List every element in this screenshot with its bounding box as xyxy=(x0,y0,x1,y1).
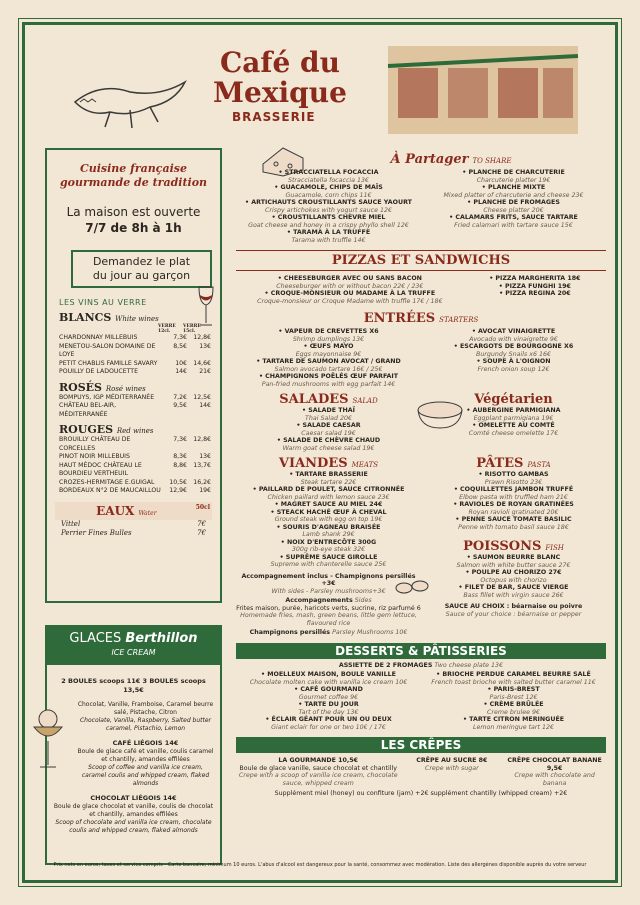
menu-item-name: • FILET DE BAR, SAUCE VIERGE xyxy=(458,584,569,591)
ice-cream-scoops xyxy=(47,677,220,695)
water-cell: Vittel xyxy=(61,519,81,528)
menu-item-desc: Elbow pasta with truffled ham 21€ xyxy=(459,493,568,501)
menu-item xyxy=(421,584,606,599)
menu-item-name: • COQUILLETTES JAMBON TRUFFÉ xyxy=(453,486,574,493)
menu-item xyxy=(236,501,421,509)
menu-item xyxy=(236,539,421,554)
crepes-supplement: Supplément miel (honey) ou confiture (jam) +2€ supplément chantilly (whipped cream) +2€ xyxy=(274,790,568,797)
wine-cell: CHARDONNAY MILLEBUIS xyxy=(59,334,138,341)
menu-item-desc: Cheeseburger with or without bacon 22€ / 23€ xyxy=(276,282,424,290)
menu-item-desc: Chocolate molten cake with vanilla ice cream 10€ xyxy=(249,678,408,686)
wine-cell: 9,5€ xyxy=(173,402,187,409)
menu-item xyxy=(421,343,606,358)
menu-item xyxy=(236,471,421,486)
share-left-list xyxy=(236,169,421,244)
sauce-choice: SAUCE AU CHOIX : béarnaise ou poivre xyxy=(444,603,583,610)
ice-cream-subtitle: ICE CREAM xyxy=(111,648,156,657)
pasta-heading: PÂTES PASTA xyxy=(476,456,551,471)
menu-item-name: • PIZZA REGINA 20€ xyxy=(499,290,571,297)
menu-item xyxy=(236,328,421,343)
menu-item-name: • CRÈME BRÛLÉE xyxy=(483,701,544,708)
crocodile-illustration xyxy=(70,62,190,142)
menu-item-name: • ESCARGOTS DE BOURGOGNE X6 xyxy=(453,343,574,350)
menu-item xyxy=(421,184,606,199)
menu-item-name: • CAFÉ GOURMAND xyxy=(294,686,363,693)
pizzas-left-list xyxy=(236,275,464,305)
crepe-sucre: CRÊPE AU SUCRE 8€ xyxy=(416,757,488,764)
menu-item-name: • RAVIOLES DE ROYAN GRATINÉES xyxy=(453,501,574,508)
menu-item-desc: Royan ravioli gratinated 20€ xyxy=(468,508,559,516)
water-row xyxy=(61,529,206,538)
wine-cell: 13€ xyxy=(199,342,211,350)
wine-cell: 10€ xyxy=(175,359,187,367)
wine-row xyxy=(59,343,211,360)
menu-item-desc: Lamb shank 29€ xyxy=(302,531,355,538)
menu-item-desc: Charcuterie platter 19€ xyxy=(476,176,551,184)
rose-wines-heading: ROSÉS Rosé wines xyxy=(59,380,146,394)
wine-glass-icon xyxy=(196,285,216,330)
cheese-plate: ASSIETTE DE 2 FROMAGES xyxy=(338,661,433,669)
wine-row xyxy=(59,360,211,369)
wine-cell: BORDEAUX N°2 DE MAUCAILLOU xyxy=(59,487,161,494)
menu-item-desc: Ground steak with egg on top 19€ xyxy=(274,516,383,523)
menu-item-name: • MOELLEUX MAISON, BOULE VANILLE xyxy=(261,671,396,678)
white-wines-heading: BLANCS White wines VERRE 12cl. VERRE 15cl. xyxy=(59,311,220,324)
wine-cell: 10,5€ xyxy=(169,478,187,486)
menu-item xyxy=(421,671,606,686)
menu-item xyxy=(236,509,421,524)
menu-item-name: • CROUSTILLANTS CHÈVRE MIEL xyxy=(271,214,386,221)
menu-item xyxy=(464,275,606,283)
menu-item-name: • CHEESEBURGER AVEC OU SANS BACON xyxy=(277,275,422,282)
menu-item xyxy=(236,671,421,686)
menu-item-name: • OMELETTE AU COMTÉ xyxy=(472,422,555,429)
tagline-line2: gourmande de tradition xyxy=(59,176,208,189)
sides-included: Accompagnement inclus - Champignons persillés +3€ xyxy=(241,572,416,587)
sides-list: Frites maison, purée, haricots verts, sucrine, riz parfumé 6 xyxy=(236,604,421,612)
wine-cell: 14,6€ xyxy=(193,359,211,367)
wine-cell: 12,8€ xyxy=(193,436,211,443)
menu-item-desc: Guacamole, corn chips 11€ xyxy=(285,191,372,199)
cafe-liegeois: CAFÉ LIÉGOIS 14€ xyxy=(112,739,179,747)
wine-cell: 7,3€ xyxy=(173,436,187,443)
menu-item-desc: Avocado with vinaigrette 9€ xyxy=(469,335,558,343)
wine-cell: 8,8€ xyxy=(173,461,187,469)
red-wines-heading: ROUGES Red wines xyxy=(59,423,154,436)
onion-soup-illustration xyxy=(410,398,470,432)
menu-item-desc: Shrimp dumplings 13€ xyxy=(292,335,365,343)
menu-item-desc: Stracciatella focaccia 13€ xyxy=(287,176,370,184)
menu-item-name: • STEACK HACHÉ ŒUF À CHEVAL xyxy=(270,508,387,516)
menu-item xyxy=(421,358,606,373)
sides-included-en: With sides - Parsley mushrooms+3€ xyxy=(271,587,386,595)
crepes-heading: LES CRÊPES xyxy=(236,737,606,753)
fish-heading: POISSONS FISH xyxy=(463,539,564,554)
ice-cream-header xyxy=(47,627,220,665)
restaurant-title xyxy=(190,48,370,108)
menu-item xyxy=(236,358,421,373)
chocolat-liegeois: CHOCOLAT LIÉGOIS 14€ xyxy=(90,794,177,802)
wine-cell: CHÂTEAU BEL-AIR, MÉDITERRANÉE xyxy=(59,402,117,418)
water-list xyxy=(47,520,220,538)
glass-15cl-header: VERRE 15cl. xyxy=(183,324,201,334)
dish-of-day-line2: du jour au garçon xyxy=(92,269,191,282)
menu-item xyxy=(421,554,606,569)
menu-item-desc: Cheese platter 20€ xyxy=(483,206,544,214)
title-line1: Café du xyxy=(220,46,340,79)
sauce-choice-en: Sauce of your choice : béarnaise or pepper xyxy=(445,610,582,618)
menu-item-desc: Warm goat cheese salad 19€ xyxy=(282,444,375,452)
wine-cell: 8,3€ xyxy=(173,453,187,460)
menu-item xyxy=(236,229,421,244)
meats-heading: VIANDES MEATS xyxy=(278,456,379,471)
menu-item-desc: Salmon with white butter sauce 27€ xyxy=(456,561,571,569)
cafe-facade-illustration xyxy=(378,38,588,138)
pizzas-right-list xyxy=(464,275,606,305)
parsley-mushrooms-en: Parsley Mushrooms 10€ xyxy=(332,629,408,636)
menu-item-name: • PIZZA FUNGHI 19€ xyxy=(498,282,571,290)
salads-heading: SALADES SALAD xyxy=(279,392,378,407)
glass-12cl-header: VERRE 12cl. xyxy=(158,324,176,334)
menu-item-desc: Prawn Risotto 23€ xyxy=(484,478,543,486)
wine-cell: 7,2€ xyxy=(173,393,187,401)
menu-item xyxy=(236,554,421,569)
menu-item xyxy=(464,283,606,291)
cafe-liegeois-en: Scoop of coffee and vanilla ice cream, caramel coulis and whipped cream, flaked almonds xyxy=(81,764,210,787)
menu-item xyxy=(236,686,421,701)
cafe-liegeois-desc: Boule de glace café et vanille, coulis caramel et chantilly, amandes effilées xyxy=(77,748,214,763)
brasserie-label: BRASSERIE xyxy=(232,110,316,124)
menu-item-name: • RISOTTO GAMBAS xyxy=(478,471,549,478)
menu-item-name: • TARTARE DE SAUMON AVOCAT / GRAND xyxy=(256,358,401,365)
water-cell: Perrier Fines Bulles xyxy=(61,528,132,537)
ice-cream-panel xyxy=(45,625,222,865)
parsley-mushrooms: Champignons persillés xyxy=(249,629,331,636)
wine-cell: 8,5€ xyxy=(173,342,187,350)
menu-item-name: • AUBERGINE PARMIGIANA xyxy=(466,407,561,414)
crepe-gourmande: LA GOURMANDE 10,5€ xyxy=(278,757,359,764)
menu-item-desc: Chicken paillard with lemon sauce 23€ xyxy=(267,493,390,501)
menu-item-desc: Fried calamari with tartare sauce 15€ xyxy=(454,221,573,229)
menu-item-name: • TARTE CITRON MERINGUÉE xyxy=(462,716,565,723)
menu-item-name: • PENNE SAUCE TOMATE BASILIC xyxy=(455,516,572,523)
menu-item xyxy=(236,422,421,437)
menu-item-desc: Thai Salad 20€ xyxy=(305,414,352,422)
crepe-chocolat-banane-en: Crepe with chocolate and banana xyxy=(514,772,595,787)
menu-item-desc: Croque-monsieur or Croque Madame with truffle 17€ / 18€ xyxy=(257,297,443,305)
pasta-list xyxy=(421,471,606,531)
chocolat-liegeois-desc: Boule de glace chocolat et vanille, coulis de chocolat et chantilly, amandes effilées xyxy=(53,803,214,818)
crepe-chocolat-banane: CRÊPE CHOCOLAT BANANE 9,5€ xyxy=(507,757,602,772)
menu-item-desc: Mixed platter of charcuterie and cheese 23€ xyxy=(443,191,584,199)
scoops-prices: 2 BOULES scoops 11€ 3 BOULES scoops 13,5€ xyxy=(61,677,206,694)
menu-item xyxy=(421,214,606,229)
menu-item-name: • SOURIS D'AGNEAU BRAISÉE xyxy=(276,523,381,531)
water-row xyxy=(61,520,206,529)
desserts-right-list xyxy=(421,671,606,731)
menu-item-desc: Pan-fried mushrooms with egg parfait 14€ xyxy=(261,380,396,388)
menu-item-desc: Crispy artichokes with yogurt sauce 12€ xyxy=(265,206,392,214)
menu-item xyxy=(421,716,606,731)
rose-wines-list xyxy=(47,394,220,420)
menu-item xyxy=(236,184,421,199)
menu-item-name: • SAUMON BEURRE BLANC xyxy=(466,554,561,561)
red-wines-list xyxy=(47,436,220,496)
menu-item xyxy=(421,569,606,584)
menu-item-name: • AVOCAT VINAIGRETTE xyxy=(471,328,556,335)
menu-item-desc: Bass fillet with virgin sauce 26€ xyxy=(463,591,564,599)
menu-item-desc: Lemon meringue tart 12€ xyxy=(473,723,554,731)
menu-item-desc: French onion soup 12€ xyxy=(477,365,550,373)
menu-item-desc: Eggplant parmigiana 19€ xyxy=(473,414,554,422)
wine-cell: 13,7€ xyxy=(193,461,211,469)
dish-of-day-line1: Demandez le plat xyxy=(92,255,191,268)
menu-item-desc: Paris-Brest 12€ xyxy=(489,693,538,701)
starters-left-list xyxy=(236,328,421,388)
ice-cream-flavors-en: Chocolate, Vanilla, Raspberry, Salted butter caramel, Pistachio, Lemon xyxy=(79,717,212,732)
menu-item xyxy=(421,516,606,531)
wine-row xyxy=(59,462,211,479)
menu-item-name: • CALAMARS FRITS, SAUCE TARTARE xyxy=(449,214,578,221)
wine-cell: 7,3€ xyxy=(173,334,187,341)
share-right-list xyxy=(421,169,606,244)
menu-item xyxy=(421,686,606,701)
sides-subheading: Sides xyxy=(354,597,372,604)
menu-item xyxy=(236,214,421,229)
wine-cell: 14€ xyxy=(175,368,187,375)
menu-item xyxy=(236,275,464,290)
chocolat-liegeois-en: Scoop of chocolate and vanilla ice cream, chocolate coulis and whipped cream, flaked almonds xyxy=(55,819,212,834)
menu-item-name: • SUPRÊME SAUCE GIROLLE xyxy=(279,553,378,561)
menu-item xyxy=(421,199,606,214)
starters-right-list xyxy=(421,328,606,388)
menu-item-name: • CROQUE-MONSIEUR OU MADAME À LA TRUFFE xyxy=(264,290,436,297)
menu-item-desc: Burgundy Snails x6 16€ xyxy=(476,350,551,358)
menu-item xyxy=(421,486,606,501)
wine-cell: PETIT CHABLIS FAMILLE SAVARY xyxy=(59,359,158,367)
fish-list xyxy=(421,554,606,599)
menu-item xyxy=(236,199,421,214)
menu-item-desc: Eggs mayonnaise 9€ xyxy=(295,350,362,358)
menu-item xyxy=(464,290,606,298)
crepe-gourmande-en: Crepe with a scoop of vanilla ice cream, chocolate sauce, whipped cream xyxy=(238,772,398,787)
left-panel xyxy=(45,148,222,603)
menu-item-name: • POULPE AU CHORIZO 27€ xyxy=(465,569,562,576)
menu-item-desc: Giant eclair for one or two 10€ / 17€ xyxy=(271,723,386,731)
vegetarian-heading: Végétarien xyxy=(474,392,553,407)
menu-item-desc: Gourmet coffee 9€ xyxy=(298,693,359,701)
menu-item xyxy=(421,328,606,343)
menu-item xyxy=(236,701,421,716)
berthillon-logo: Berthillon xyxy=(125,631,198,646)
menu-item-name: • TARTARE BRASSERIE xyxy=(289,471,368,478)
wine-cell: MENETOU-SALON DOMAINE DE LOYE xyxy=(59,342,156,358)
ice-cream-flavors: Chocolat, Vanille, Framboise, Caramel beurre salé, Pistache, Citron xyxy=(77,701,214,716)
ice-cream-title: GLACES xyxy=(69,631,122,646)
menu-item xyxy=(236,716,421,731)
menu-item-name: • PAILLARD DE POULET, SAUCE CITRONNÉE xyxy=(252,486,405,493)
menu-item-name: • CHAMPIGNONS POÊLÉS ŒUF PARFAIT xyxy=(258,373,399,380)
tagline-line1: Cuisine française xyxy=(80,162,187,175)
menu-item xyxy=(421,501,606,516)
menu-item xyxy=(421,701,606,716)
menu-item-desc: Tart of the day 13€ xyxy=(298,708,359,716)
menu-item-name: • SALADE DE CHÈVRE CHAUD xyxy=(276,437,381,444)
share-heading: À Partager TO SHARE xyxy=(390,152,512,167)
menu-item xyxy=(421,169,606,184)
pizzas-heading: PIZZAS ET SANDWICHS xyxy=(331,253,511,268)
menu-item-desc: Goat cheese and honey in a crispy phyllo shell 12€ xyxy=(248,221,409,229)
wine-cell: POUILLY DE LADOUCETTE xyxy=(59,368,138,375)
menu-item-desc: 300g rib-eye steak 32€ xyxy=(291,546,366,553)
wine-cell: HAUT MÉDOC CHÂTEAU LE BOURDIEU VERTHEUIL xyxy=(59,461,142,477)
wine-cell: 12,5€ xyxy=(193,393,211,401)
wine-cell: PINOT NOIR MILLEBUIS xyxy=(59,453,130,460)
title-line2: Mexique xyxy=(213,76,347,109)
menu-item-name: • TARAMA À LA TRUFFE xyxy=(286,229,371,236)
wine-cell: 12,9€ xyxy=(169,487,187,494)
menu-item-name: • ÉCLAIR GÉANT POUR UN OU DEUX xyxy=(265,716,392,723)
dish-of-day-box xyxy=(71,250,212,288)
menu-item-desc: Caesar salad 19€ xyxy=(301,429,356,437)
wine-cell: 13€ xyxy=(199,453,211,460)
menu-item xyxy=(236,524,421,539)
wine-row xyxy=(59,394,211,403)
wine-row xyxy=(59,402,211,419)
wine-cell: CROZES-HERMITAGE E.GUIGAL xyxy=(59,478,155,486)
opening-hours xyxy=(47,204,220,236)
menu-item-name: • PIZZA MARGHERITA 18€ xyxy=(489,275,581,282)
sundae-illustration xyxy=(28,705,68,775)
wine-cell: BROUILLY CHÂTEAU DE CORCELLES xyxy=(59,436,131,452)
salads-list xyxy=(236,407,421,452)
menu-item-name: • VAPEUR DE CREVETTES X6 xyxy=(278,328,379,335)
wine-cell: 16,2€ xyxy=(193,478,211,486)
meats-list xyxy=(236,471,421,569)
menu-item-name: • SOUPE À L'OIGNON xyxy=(476,358,551,365)
menu-item xyxy=(236,169,421,184)
menu-item-name: • SALADE THAÏ xyxy=(301,407,355,414)
menu-item-name: • STRACCIATELLA FOCACCIA xyxy=(278,169,379,176)
menu-item-name: • ARTICHAUTS CROUSTILLANTS SAUCE YAOURT xyxy=(245,199,412,206)
main-menu xyxy=(236,152,606,798)
menu-item-name: • BRIOCHE PERDUE CARAMEL BEURRE SALÉ xyxy=(436,671,591,678)
menu-item-name: • SALADE CAESAR xyxy=(296,422,361,429)
menu-item-name: • NOIX D'ENTRECÔTE 300G xyxy=(280,538,377,546)
menu-item-desc: Supreme with chanterelle sauce 25€ xyxy=(270,561,387,568)
water-heading: EAUX Water 50cl xyxy=(55,502,212,520)
menu-item-name: • GUACAMOLE, CHIPS DE MAÏS xyxy=(274,184,383,191)
wine-cell: 12,8€ xyxy=(193,334,211,341)
menu-item xyxy=(236,373,421,388)
opening-line2: 7/7 de 8h à 1h xyxy=(85,221,182,235)
menu-item-desc: Penne with tomato basil sauce 18€ xyxy=(458,523,569,531)
wine-cell: 19€ xyxy=(199,487,211,494)
starters-heading: ENTRÉES STARTERS xyxy=(363,311,479,326)
menu-item-desc: Salmon avocado tartare 16€ / 25€ xyxy=(274,365,383,373)
menu-item-name: • PLANCHE DE CHARCUTERIE xyxy=(462,169,565,176)
cuisine-tagline xyxy=(47,162,220,190)
water-unit: 50cl xyxy=(195,503,210,511)
footer-note: Prix nets en euros, taxes et service compris - Carte bancaire, minimum 10 euros. L'abus d'alcool est dangereux pour la santé, consommez avec modération. Liste des allergènes disponible auprès du votre serveur xyxy=(53,862,587,868)
wine-row xyxy=(59,436,211,453)
menu-item xyxy=(421,471,606,486)
menu-item-name: • PLANCHE DE FROMAGES xyxy=(467,199,560,206)
sides-heading: Accompagnements xyxy=(285,597,353,604)
cheese-plate-en: Two cheese plate 13€ xyxy=(434,661,504,669)
wines-heading: LES VINS AU VERRE xyxy=(59,298,147,307)
menu-item-name: • PLANCHE MIXTE xyxy=(481,184,546,191)
crepe-sucre-en: Crepe with sugar xyxy=(424,764,479,772)
menu-item-name: • TARTE DU JOUR xyxy=(298,701,359,708)
wine-row xyxy=(59,479,211,488)
opening-line1: La maison est ouverte xyxy=(66,205,201,219)
water-cell: 7€ xyxy=(197,519,206,528)
wine-cell: BOMPUYS, IGP MÉDITERRANÉE xyxy=(59,393,155,401)
wine-cell: 21€ xyxy=(199,368,211,375)
wine-row xyxy=(59,453,211,462)
crepe-gourmande-desc: Boule de glace vanille, sauce chocolat et chantilly xyxy=(239,764,397,772)
menu-item-name: • PARIS-BREST xyxy=(487,686,540,693)
menu-item xyxy=(236,486,421,501)
menu-item-desc: Creme brulee 9€ xyxy=(487,708,540,716)
desserts-left-list xyxy=(236,671,421,731)
menu-item xyxy=(236,407,421,422)
wine-row xyxy=(59,368,211,377)
menu-item xyxy=(236,290,464,305)
menu-item-desc: French toast brioche with salted butter caramel 11€ xyxy=(431,678,596,686)
menu-item-desc: Steak tartare 22€ xyxy=(300,478,357,486)
sides-list-en: Homemade fries, mash, green beans, little gem lettuce, flavoured rice xyxy=(240,612,417,627)
wine-cell: 14€ xyxy=(199,402,211,409)
water-cell: 7€ xyxy=(197,528,206,537)
desserts-heading: DESSERTS & PÂTISSERIES xyxy=(236,643,606,659)
menu-item-name: • MAGRET SAUCE AU MIEL 24€ xyxy=(274,501,383,508)
wine-row xyxy=(59,334,211,343)
menu-item-desc: Octopus with chorizo xyxy=(480,576,547,584)
wine-row xyxy=(59,487,211,496)
macarons-illustration xyxy=(394,576,434,596)
menu-item xyxy=(236,343,421,358)
menu-item xyxy=(236,437,421,452)
menu-item-desc: Comté cheese omelette 17€ xyxy=(468,429,559,437)
menu-item-desc: Tarama with truffle 14€ xyxy=(291,236,366,244)
menu-item-name: • ŒUFS MAYO xyxy=(303,343,354,350)
